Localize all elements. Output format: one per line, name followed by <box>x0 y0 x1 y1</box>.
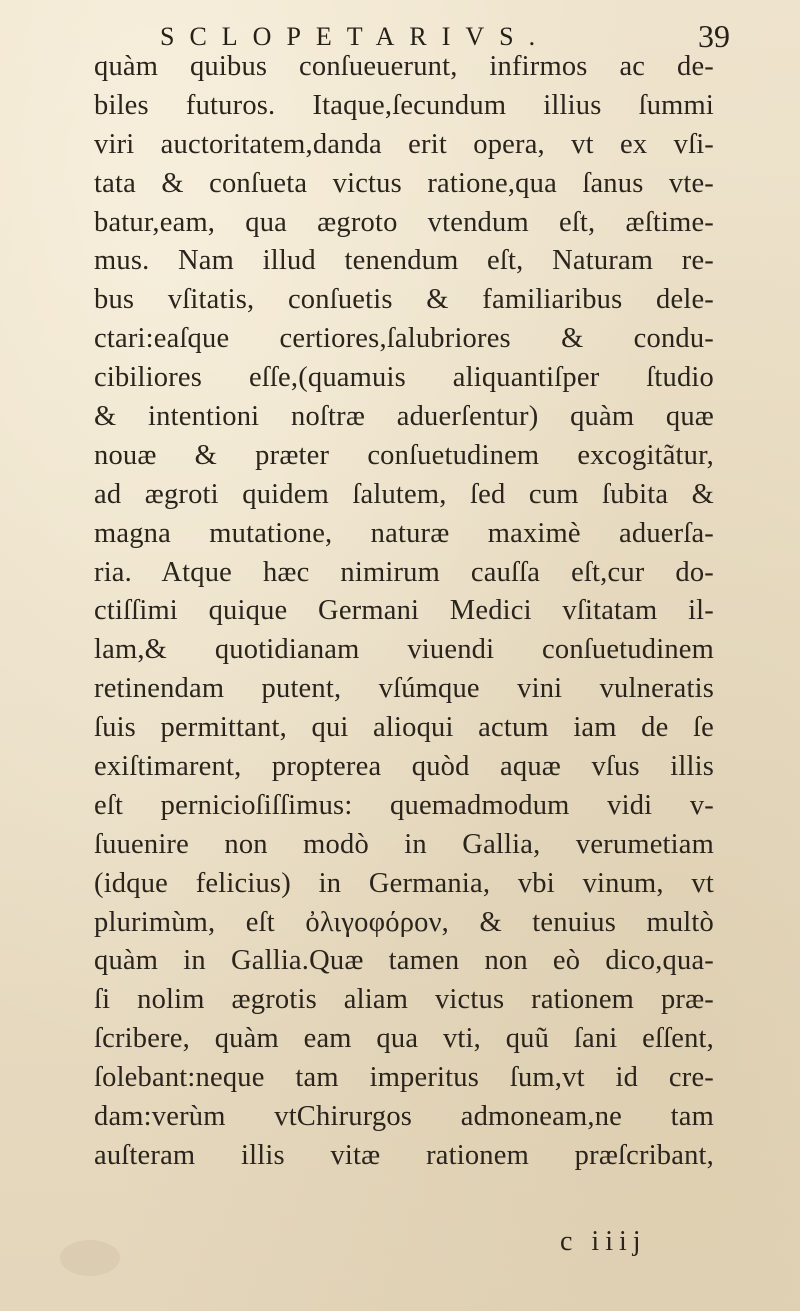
text-line: nouæ & præter conſuetudinem excogitãtur, <box>94 439 714 471</box>
text-line: ria. Atque hæc nimirum cauſſa eſt,cur do- <box>94 556 714 588</box>
text-line: bus vſitatis, conſuetis & familiaribus dele- <box>94 284 714 316</box>
text-line: & intentioni noſtræ aduerſentur) quàm quæ <box>94 401 714 433</box>
text-line: plurimùm, eſt ὀλιγοφόρον, & tenuius multò <box>94 906 714 938</box>
text-line: magna mutatione, naturæ maximè aduerſa- <box>94 517 714 549</box>
text-line: ctiſſimi quique Germani Medici vſitatam il- <box>94 595 714 627</box>
ink-smudge <box>60 1240 120 1276</box>
text-line: exiſtimarent, propterea quòd aquæ vſus illis <box>94 751 714 783</box>
page-number: 39 <box>698 18 730 54</box>
text-line: quàm in Gallia.Quæ tamen non eò dico,qua- <box>94 945 714 977</box>
text-line: mus. Nam illud tenendum eſt, Naturam re- <box>94 245 714 277</box>
text-line: ſuis permittant, qui alioqui actum iam de ſe <box>94 712 714 744</box>
text-line: tata & conſueta victus ratione,qua ſanus vte- <box>94 167 714 199</box>
text-line: lam,& quotidianam viuendi conſuetudinem <box>94 634 714 666</box>
text-line: ſcribere, quàm eam qua vti, quũ ſani eſſent, <box>94 1023 714 1055</box>
running-head-title: SCLOPETARIVS. <box>160 22 551 51</box>
text-line: eſt pernicioſiſſimus: quemadmodum vidi v- <box>94 789 714 821</box>
text-line: quàm quibus conſueuerunt, infirmos ac de- <box>94 51 714 82</box>
text-line: (idque felicius) in Germania, vbi vinum, vt <box>94 867 714 899</box>
text-line: ad ægroti quidem ſalutem, ſed cum ſubita & <box>94 478 714 510</box>
text-line: viri auctoritatem,danda erit opera, vt ex vſi- <box>94 128 714 160</box>
text-line: cibiliores eſſe,(quamuis aliquantiſper ſtudio <box>94 362 714 394</box>
text-line: auſteram illis vitæ rationem præſcribant, <box>94 1139 714 1171</box>
text-line: ctari:eaſque certiores,ſalubriores & condu- <box>94 323 714 355</box>
text-line: ſuuenire non modò in Gallia, verumetiam <box>94 828 714 860</box>
text-line: ſi nolim ægrotis aliam victus rationem præ- <box>94 984 714 1016</box>
text-line: dam:verùm vtChirurgos admoneam,ne tam <box>94 1101 714 1133</box>
text-line: biles futuros. Itaque,ſecundum illius ſummi <box>94 89 714 121</box>
signature-mark: c iiij <box>560 1226 647 1257</box>
text-line: batur,eam, qua ægroto vtendum eſt, æſtime- <box>94 206 714 238</box>
text-line: ſolebant:neque tam imperitus ſum,vt id cre- <box>94 1062 714 1094</box>
text-body <box>94 48 714 1176</box>
text-line: retinendam putent, vſúmque vini vulneratis <box>94 673 714 705</box>
